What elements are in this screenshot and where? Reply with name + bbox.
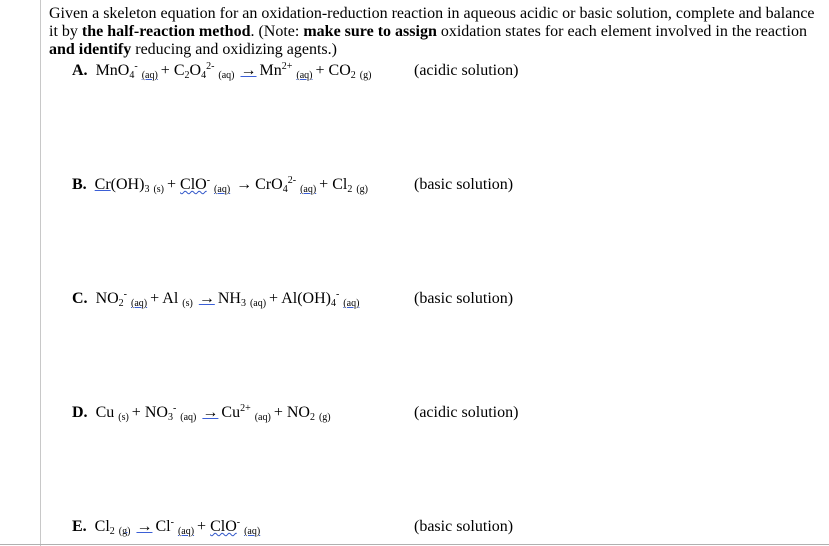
state-label: (aq) [244, 526, 261, 537]
formula-text: + [167, 176, 181, 193]
charge: - [236, 517, 241, 528]
intro-bold: and identify [49, 41, 132, 58]
formula-text: + Cl [319, 176, 348, 193]
charge: 2- [287, 175, 297, 186]
formula-text: + C [160, 62, 185, 79]
subscript: 4 [129, 70, 135, 81]
page-bottom-border [0, 544, 829, 545]
state-label: (aq) [254, 412, 271, 423]
problem-letter: E. [72, 518, 87, 535]
instructions-paragraph [49, 5, 824, 59]
subscript: 3 [240, 298, 246, 309]
problem-letter: A. [72, 62, 88, 79]
formula-text: + CO [315, 62, 351, 79]
state-label: (aq) [300, 184, 317, 195]
charge: 2- [206, 61, 215, 72]
charge: - [206, 175, 211, 186]
formula-text: CrO [255, 176, 283, 193]
equation [96, 288, 363, 310]
state-label: (aq) [177, 526, 195, 537]
subscript: 3 [144, 184, 150, 195]
reaction-arrow: → [236, 176, 253, 193]
state-label: (aq) [218, 70, 235, 81]
intro-text: . (Note: [250, 23, 304, 40]
formula-text: Cl [94, 518, 110, 535]
equation [96, 60, 375, 82]
state-label: (aq) [296, 70, 313, 81]
intro-text: Given a skeleton equation for an oxidation-reduction reaction in aqueous acidic or basic solution, complete and balance it by [49, 5, 815, 40]
state-label: (aq) [249, 298, 267, 309]
state-label: (s) [182, 298, 193, 309]
problem-d [72, 402, 334, 424]
state-label: (aq) [131, 298, 148, 309]
formula-text: O [189, 62, 202, 79]
subscript: 2 [350, 70, 356, 81]
formula-text: ClO [180, 176, 207, 193]
formula-text: + Al [150, 290, 179, 307]
problem-letter: D. [72, 404, 88, 421]
charge: - [172, 403, 177, 414]
subscript: 3 [167, 412, 173, 423]
formula-text: Cr [94, 176, 111, 193]
subscript: 4 [330, 298, 336, 309]
formula-text: NO [95, 290, 119, 307]
state-label: (s) [118, 412, 129, 423]
state-label: (g) [318, 412, 331, 423]
condition-d: (acidic solution) [414, 404, 519, 421]
reaction-arrow: → [198, 290, 215, 307]
intro-text: reducing and oxidizing agents.) [131, 41, 337, 58]
subscript: 2 [184, 70, 190, 81]
formula-text: NH [217, 290, 241, 307]
charge: - [134, 61, 138, 72]
formula-text: Cu [95, 404, 115, 421]
reaction-arrow: → [202, 404, 219, 421]
formula-text: + Al(OH) [269, 290, 331, 307]
formula-text: + [197, 518, 211, 535]
subscript: 2 [347, 184, 353, 195]
formula-text: + NO [273, 404, 310, 421]
state-label: (g) [356, 184, 368, 195]
charge: - [170, 517, 174, 528]
intro-bold: make sure to assign [303, 23, 437, 40]
condition-e: (basic solution) [414, 518, 514, 535]
subscript: 4 [282, 184, 288, 195]
state-label: (aq) [214, 184, 231, 195]
state-label: (g) [359, 70, 372, 81]
state-label: (aq) [141, 70, 158, 81]
intro-bold: the half-reaction method [81, 23, 251, 40]
charge: 2+ [240, 403, 251, 414]
formula-text: (OH) [110, 176, 145, 193]
problem-a [72, 60, 374, 82]
condition-b: (basic solution) [414, 176, 514, 193]
equation [95, 516, 264, 538]
state-label: (g) [118, 526, 131, 537]
reaction-arrow: → [136, 518, 153, 535]
formula-text: + NO [131, 404, 168, 421]
equation [96, 402, 334, 424]
charge: - [123, 289, 128, 300]
problem-b [72, 174, 371, 196]
formula-text: Mn [259, 62, 282, 79]
charge: - [335, 289, 340, 300]
subscript: 2 [118, 298, 124, 309]
state-label: (s) [153, 184, 164, 195]
condition-c: (basic solution) [414, 290, 514, 307]
formula-text: MnO [95, 62, 130, 79]
state-label: (aq) [343, 298, 360, 309]
reaction-arrow: → [240, 62, 257, 79]
problem-c [72, 288, 362, 310]
formula-text: ClO [210, 518, 237, 535]
problem-letter: C. [72, 290, 88, 307]
subscript: 4 [201, 70, 207, 81]
intro-text: oxidation states for each element involved in the reaction [436, 23, 807, 40]
condition-a: (acidic solution) [414, 62, 519, 79]
formula-text: Cl [155, 518, 171, 535]
equation [95, 174, 371, 196]
state-label: (aq) [180, 412, 197, 423]
charge: 2+ [281, 61, 293, 72]
problem-letter: B. [72, 176, 87, 193]
subscript: 2 [309, 412, 315, 423]
subscript: 2 [109, 526, 115, 537]
problem-e [72, 516, 263, 538]
formula-text: Cu [221, 404, 241, 421]
